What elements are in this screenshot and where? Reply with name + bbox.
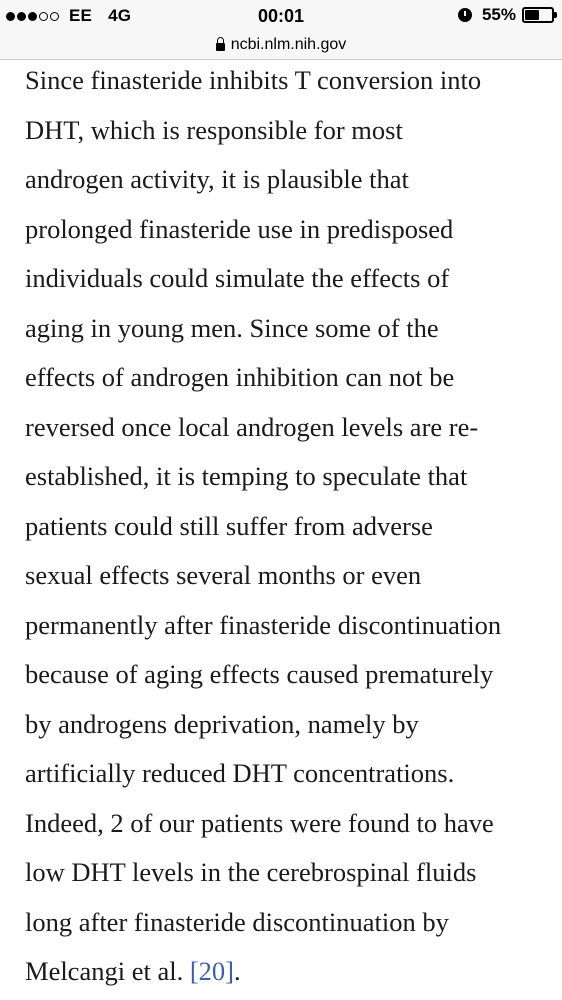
article-line: Since finasteride inhibits T conversion into (25, 65, 482, 95)
article-line-end: . (233, 956, 241, 986)
article-line: sexual effects several months or even (25, 560, 422, 590)
article-line: because of aging effects caused prematurely (25, 659, 494, 689)
article-line: individuals could simulate the effects of (25, 263, 450, 293)
article-line: androgen activity, it is plausible that (25, 164, 409, 194)
status-time: 00:01 (257, 6, 305, 26)
article-line: long after finasteride discontinuation by (25, 906, 449, 937)
citation-author: Melcangi et al. (25, 956, 190, 986)
alarm-icon (458, 8, 472, 22)
article-line: Indeed, 2 of our patients were found to have (25, 807, 494, 838)
article-line (25, 947, 555, 997)
battery-icon (522, 7, 554, 23)
article-line: prolonged finasteride use in predisposed (25, 213, 454, 244)
citation-link[interactable]: [20] (189, 956, 234, 986)
article-line: DHT, which is responsible for most (25, 114, 403, 145)
network-type: 4G (108, 6, 132, 25)
article-line: permanently after finasteride discontinuation (25, 609, 502, 640)
article-paragraph (25, 56, 555, 997)
article-line: patients could still suffer from adverse (25, 510, 433, 541)
status-right (458, 5, 554, 25)
status-bar (0, 0, 562, 30)
carrier-name: EE (69, 6, 93, 25)
article-line: effects of androgen inhibition can not be (25, 362, 455, 392)
article-line: low DHT levels in the cerebrospinal fluids (25, 857, 477, 887)
article-line: artificially reduced DHT concentrations. (25, 758, 455, 788)
battery-percent: 55% (481, 5, 516, 24)
url-text[interactable]: ncbi.nlm.nih.gov (230, 35, 347, 53)
article-line: aging in young men. Since some of the (25, 312, 439, 343)
article-line: by androgens deprivation, namely by (25, 708, 419, 739)
article-line: established, it is temping to speculate that (25, 461, 468, 491)
lock-icon (216, 43, 225, 51)
article-body (25, 56, 555, 997)
article-line: reversed once local androgen levels are re- (25, 411, 479, 442)
